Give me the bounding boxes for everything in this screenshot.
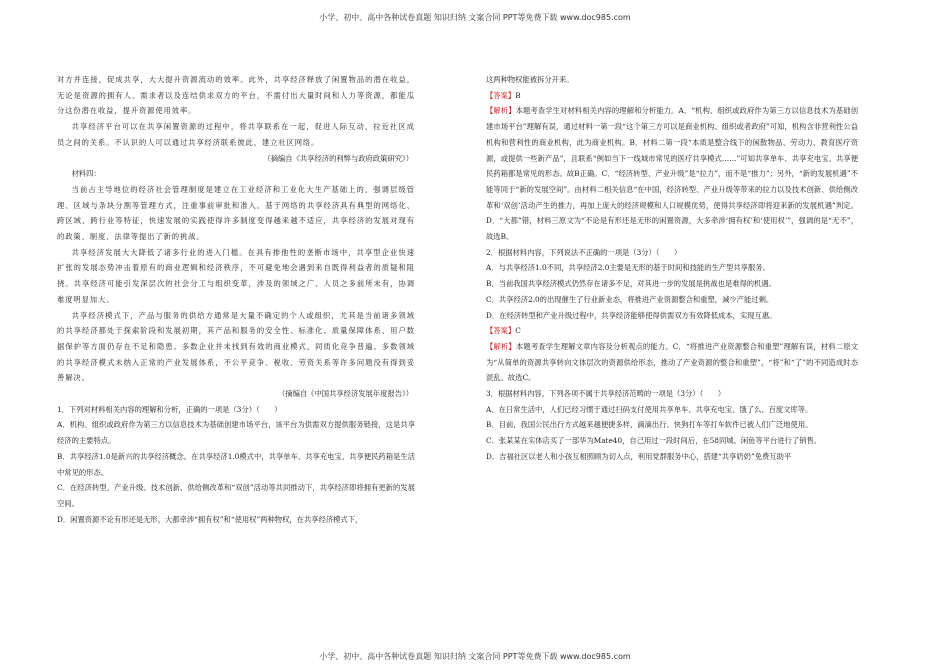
- answer-2: [486, 323, 858, 339]
- question-3-option-c: C．张某某在实体店买了一部华为Mate40，自己用过一段时间后，在58同城、闲鱼等平台进行了销售。: [486, 436, 822, 446]
- explanation-label: 【解析】: [486, 341, 516, 351]
- page-header: 小学、初中、高中各种试卷真题 知识归纳 文案合同 PPT等免费下载 www.doc985.com: [319, 13, 631, 22]
- left-paragraph-2: 共享经济平台可以在共享闲置资源的过程中，将共享联系在一起，促进人际互动，拉近社区成员之间的关系。不认识的人可以通过共享经济联系彼此，建立社区网络。: [57, 122, 415, 147]
- answer-label: 【答案】: [486, 326, 516, 336]
- left-paragraph-1: 对方并连接，促成共享，大大提升资源流动的效率。此外，共享经济释放了闲置物品的潜在收益，无论是资源的拥有人、需求者以及连结供求双方的平台，不需付出大量时间和人力等资源，都能瓜分这份潜在收益，提升资源使用效率。: [57, 75, 415, 116]
- explanation-text: 本题考查学生理解文章内容及分析观点的能力。C．“将推进产业资源整合和重塑”理解有误，材料二原文为“从简单的资源共享转向文体层次的资源供给形态，推动了产业资源的整合和重塑”，“将”和“了”的不同造成时态混乱。故选C。: [486, 341, 859, 383]
- right-paragraph-1: 这两种物权能被拆分开来。: [486, 75, 574, 84]
- question-2-option-c: C．共享经济2.0的出现催生了行业新业态，将推进产业资源整合和重塑，减少产能过剩。: [486, 294, 774, 304]
- question-1: 1．下列对材料相关内容的理解和分析，正确的一项是（3分）（ ）: [57, 404, 282, 414]
- question-3: 3．根据材料内容，下列各项不属于共享经济范畴的一项是（3分）（ ）: [486, 389, 726, 399]
- question-2-option-a: A．与共享经济1.0不同，共享经济2.0主要是无形的基于时间和技能的生产型共享服务。: [486, 263, 770, 273]
- question-3-option-a: A．在日常生活中，人们已经习惯于通过扫码支付使用共享单车、共享充电宝、饿了么、百度文库等。: [486, 404, 813, 414]
- left-column: [57, 72, 415, 527]
- source-citation-2: （摘编自《中国共享经济发展年度报告》）: [278, 389, 413, 399]
- left-paragraph-3: 当前占主导地位的经济社会管理制度是建立在工业经济和工业化大生产基础上的，强调层级管理、区域与条块分割等管理方式，注重事前审批和准入。基于网络的共享经济具有典型的网络化、跨区域、跨行业等特征，快速发展的实践使得许多制度变得越来越不适应，共享经济的发展对现有的政策、制度、法律等提出了新的挑战。: [57, 184, 415, 242]
- question-2-option-b: B．当前我国共享经济模式仍然存在诸多不足，对其进一步的发展是挑战也是难得的机遇。: [486, 279, 776, 289]
- explanation-1: [486, 103, 858, 244]
- answer-value: B: [515, 90, 521, 100]
- question-1-option-c: C．在经济转型、产业升级、技术创新、供给侧改革和“双创”活动等共同推动下，共享经济即将拥有更新的发展空间。: [57, 483, 415, 508]
- explanation-2: [486, 339, 858, 386]
- explanation-text: 本题考查学生对材料相关内容的理解和分析能力。A．“机构、组织或政府作为第三方以信息技术为基础创建市场平台”理解有误，通过材料一第一段“这个第三方可以是商业机构、组织或者政府”可知，机构含非营利性公益机构和营利性的商业机构，此为商业机构。B．材料二第一段“本质是整合线下的闲散物品、劳动力、教育医疗资源，或提供一些新产品”，且联系“例如当下一线城市常见的医疗共享模式……”可知共享单车、共享充电宝、共享便民药箱都是常见的形态。故B正确。C．“经济转型、产业升级”是“拉力”，而不是“推力”；另外，“新的发展机遇”不能等同于“新的发展空间”。由材料二相关信息“在中国，经济转型、产业升级等带来的拉力以及技术创新、供给侧改革和‘双创’活动产生的推力，再加上庞大的经济规模和人口规模优势，使得共享经济即将迎来新的发展机遇”判定。D．“大都”错，材料三原文为“不论是有形还是无形的闲置资源，大多牵涉‘拥有权’和‘使用权’”，强调的是“无不”，故选B。: [486, 106, 858, 242]
- left-paragraph-4: 共享经济发展大大降低了诸多行业的进入门槛。在具有排他性的垄断市场中，共享型企业快速扩张的发展态势冲击着原有的商业逻辑和经济秩序，不可避免地会遇到来自既得利益者的质疑和阻挠。共享经济可能引发深层次的社会分工与组织变革，涉及的领域之广、人员之多前所未有，协调难度明显加大。: [57, 247, 415, 304]
- question-1-option-b: B．共享经济1.0是新兴的共享经济概念。在共享经济1.0模式中，共享单车、共享充电宝、共享便民药箱是生活中常见的形态。: [57, 451, 415, 477]
- question-3-option-b: B．目前，我国公民出行方式越来越便捷多样，滴滴出行、快狗打车等打车软件已被人们广泛地使用。: [486, 420, 813, 430]
- question-2-option-d: D．在经济转型和产业升级过程中，共享经济能够使得供需双方有效降低成本，实现互惠。: [486, 310, 777, 320]
- explanation-label: 【解析】: [486, 106, 516, 116]
- question-2: 2．根据材料内容，下列说法不正确的一项是（3分）（ ）: [486, 247, 682, 257]
- answer-label: 【答案】: [486, 90, 516, 100]
- question-1-option-a: A．机构、组织或政府作为第三方以信息技术为基础创建市场平台，该平台为供需双方提供服务链接，这是共享经济的主要特点。: [57, 420, 415, 446]
- source-citation-1: （摘编自《共享经济的利弊与政府政策研究》）: [263, 153, 413, 163]
- question-3-option-d: D．吉福社区以老人和小孩互相照顾为切入点，利用党群服务中心，搭建“共享奶奶”免费互助平: [486, 451, 792, 461]
- question-1-option-d: D．闲置资源不论有形还是无形，大都牵涉“拥有权”和“使用权”两种物权，在共享经济模式下，: [57, 514, 363, 524]
- right-column: [486, 72, 858, 465]
- material-4-title: 材料四：: [71, 169, 101, 179]
- page-footer: 小学、初中、高中各种试卷真题 知识归纳 文案合同 PPT等免费下载 www.doc985.com: [319, 652, 631, 661]
- answer-1: [486, 88, 858, 104]
- left-paragraph-5: 共享经济模式下，产品与服务的供给方通常是大量不确定的个人或组织，尤其是当前诸多领域的共享经济都处于探索阶段和发展初期，其产品和服务的安全性、标准化、质量保障体系、用户数据保护等方面仍存在不足和隐患。多数企业并未找到有效的商业模式，同质化竞争普遍。多数领域的共享经济模式未纳入正常的产业发展体系，不公平竞争、税收、劳资关系等许多问题没有得到妥善解决。: [57, 310, 415, 383]
- answer-value: C: [515, 326, 521, 336]
